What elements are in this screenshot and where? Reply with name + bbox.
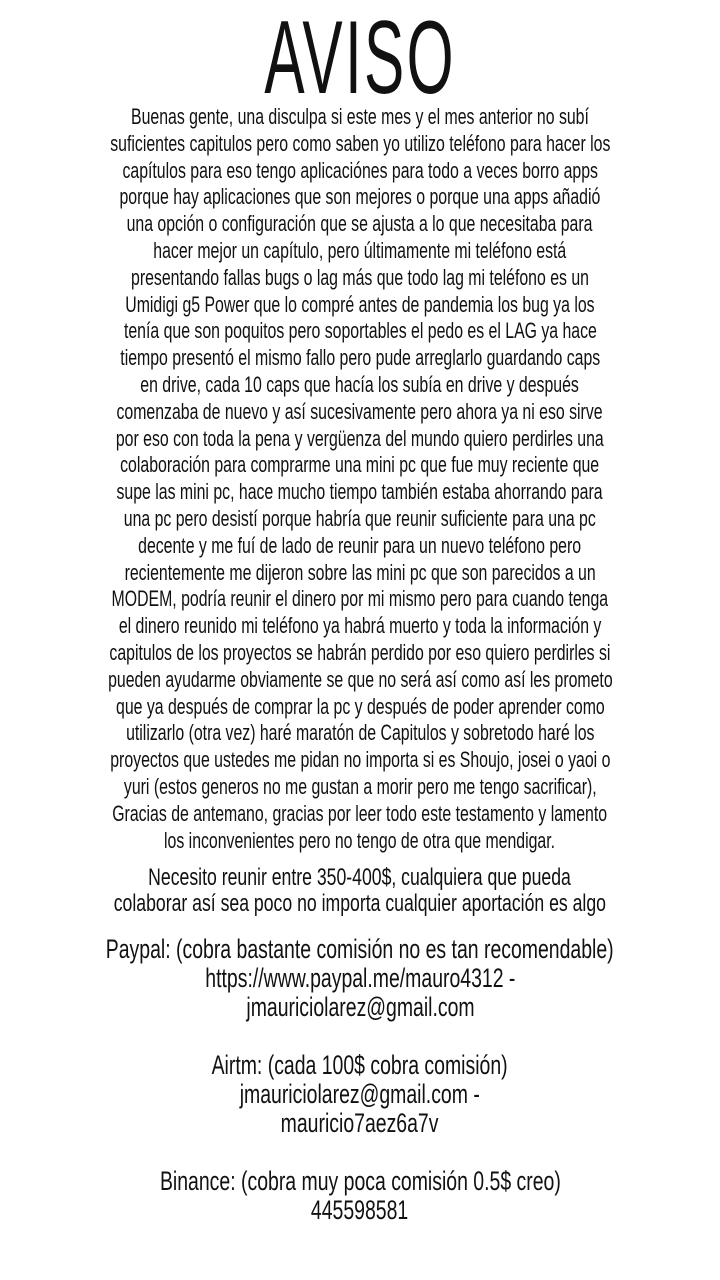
body-line-text: Buenas gente, una disculpa si este mes y el mes anterior no subí — [131, 104, 589, 129]
notice-body — [0, 104, 720, 854]
body-line-text: una opción o configuración que se ajusta a lo que necesitaba para — [127, 211, 593, 237]
body-line — [0, 104, 720, 131]
paypal-line — [0, 935, 720, 964]
paypal-line — [0, 964, 720, 993]
airtm-line-text: Airtm: (cada 100$ cobra comisión) — [211, 1050, 509, 1080]
airtm-line — [0, 1051, 720, 1080]
body-line-text: capítulos para eso tengo aplicaciónes para todo a veces borro apps — [122, 157, 598, 183]
paypal-line-text: Paypal: (cobra bastante comisión no es tan recomendable) — [106, 934, 614, 964]
body-line — [0, 533, 720, 560]
body-line — [0, 292, 720, 319]
body-line-text: porque hay aplicaciones que son mejores o porque una apps añadió — [119, 184, 601, 210]
body-line-text: tenía que son poquitos pero soportables el pedo es el LAG ya hace — [123, 318, 597, 344]
body-line-text: el dinero reunido mi teléfono ya habrá muerto y toda la información y — [118, 613, 602, 639]
body-line-text: que ya después de comprar la pc y después de poder aprender como — [115, 693, 605, 719]
body-line — [0, 184, 720, 211]
payment-airtm — [0, 1051, 720, 1138]
body-line-text: decente y me fuí de lado de reunir para un nuevo teléfono pero — [138, 532, 582, 558]
body-line-text: comenzaba de nuevo y así sucesivamente pero ahora ya ni eso sirve — [116, 398, 604, 424]
donation-goal — [0, 865, 720, 917]
body-line — [0, 399, 720, 426]
body-line — [0, 506, 720, 533]
body-line — [0, 586, 720, 613]
body-line — [0, 720, 720, 747]
body-line — [0, 318, 720, 345]
paypal-line-text: jmauriciolarez@gmail.com — [245, 992, 475, 1022]
payment-paypal — [0, 935, 720, 1022]
body-line-text: supe las mini pc, hace mucho tiempo también estaba ahorrando para — [116, 479, 604, 505]
paypal-line — [0, 993, 720, 1022]
body-line — [0, 345, 720, 372]
paypal-line-text: https://www.paypal.me/mauro4312 - — [204, 963, 516, 993]
body-line — [0, 238, 720, 265]
body-line-text: Gracias de antemano, gracias por leer todo este testamento y lamento — [112, 800, 608, 826]
body-line — [0, 560, 720, 587]
body-line — [0, 774, 720, 801]
goal-line-text: colaborar así sea poco no importa cualquier aportación es algo — [113, 890, 607, 917]
binance-line — [0, 1196, 720, 1225]
body-line-text: recientemente me dijeron sobre las mini pc que son parecidos a un — [124, 559, 596, 585]
binance-line-text: 445598581 — [311, 1195, 409, 1225]
body-line-text: utilizarlo (otra vez) haré maratón de Capitulos y sobretodo haré los — [125, 720, 595, 746]
body-line — [0, 479, 720, 506]
body-line-text: proyectos que ustedes me pidan no importa si es Shoujo, josei o yaoi o — [109, 747, 611, 773]
airtm-line-text: jmauriciolarez@gmail.com - — [239, 1079, 481, 1109]
body-line-text: presentando fallas bugs o lag más que todo lag mi teléfono es un — [131, 264, 589, 290]
goal-line-text: Necesito reunir entre 350-400$, cualquiera que pueda — [148, 864, 572, 891]
airtm-line-text: mauricio7aez6a7v — [281, 1108, 439, 1138]
body-line — [0, 747, 720, 774]
body-line-text: yuri (estos generos no me gustan a morir pero me tengo sacrificar), — [123, 773, 597, 799]
body-line-text: por eso con toda la pena y vergüenza del mundo quiero perdirles una — [116, 425, 604, 451]
body-line-text: una pc pero desistí porque habría que reunir suficiente para una pc — [123, 505, 596, 531]
body-line-text: tiempo presentó el mismo fallo pero pude arreglarlo guardando caps — [120, 345, 600, 371]
body-line — [0, 452, 720, 479]
body-line — [0, 426, 720, 453]
airtm-line — [0, 1080, 720, 1109]
notice-title: AVISO — [264, 0, 456, 116]
body-line-text: capitulos de los proyectos se habrán perdido por eso quiero perdirles si — [109, 639, 611, 665]
body-line-text: en drive, cada 10 caps que hacía los subía en drive y después — [140, 371, 580, 397]
body-line — [0, 694, 720, 721]
goal-line — [0, 865, 720, 891]
airtm-line — [0, 1109, 720, 1138]
body-line — [0, 265, 720, 292]
payment-methods — [0, 935, 720, 1225]
body-line — [0, 211, 720, 238]
body-line-text: suficientes capitulos pero como saben yo utilizo teléfono para hacer los — [109, 130, 611, 156]
payment-binance — [0, 1167, 720, 1225]
body-line-text: los inconvenientes pero no tengo de otra que mendigar. — [164, 827, 556, 853]
body-line — [0, 613, 720, 640]
body-line — [0, 828, 720, 855]
body-line — [0, 158, 720, 185]
body-line-text: pueden ayudarme obviamente se que no será así como así les prometo — [107, 666, 613, 692]
body-line — [0, 372, 720, 399]
body-line-text: hacer mejor un capítulo, pero últimamente mi teléfono está — [153, 237, 567, 263]
body-line — [0, 667, 720, 694]
body-line-text: colaboración para comprarme una mini pc que fue muy reciente que — [120, 452, 600, 478]
body-line — [0, 640, 720, 667]
binance-line-text: Binance: (cobra muy poca comisión 0.5$ creo) — [159, 1166, 561, 1196]
binance-line — [0, 1167, 720, 1196]
body-line-text: Umidigi g5 Power que lo compré antes de pandemia los bug ya los — [125, 291, 595, 317]
body-line-text: MODEM, podría reunir el dinero por mi mismo pero para cuando tenga — [111, 586, 609, 612]
goal-line — [0, 891, 720, 917]
body-line — [0, 131, 720, 158]
body-line — [0, 801, 720, 828]
